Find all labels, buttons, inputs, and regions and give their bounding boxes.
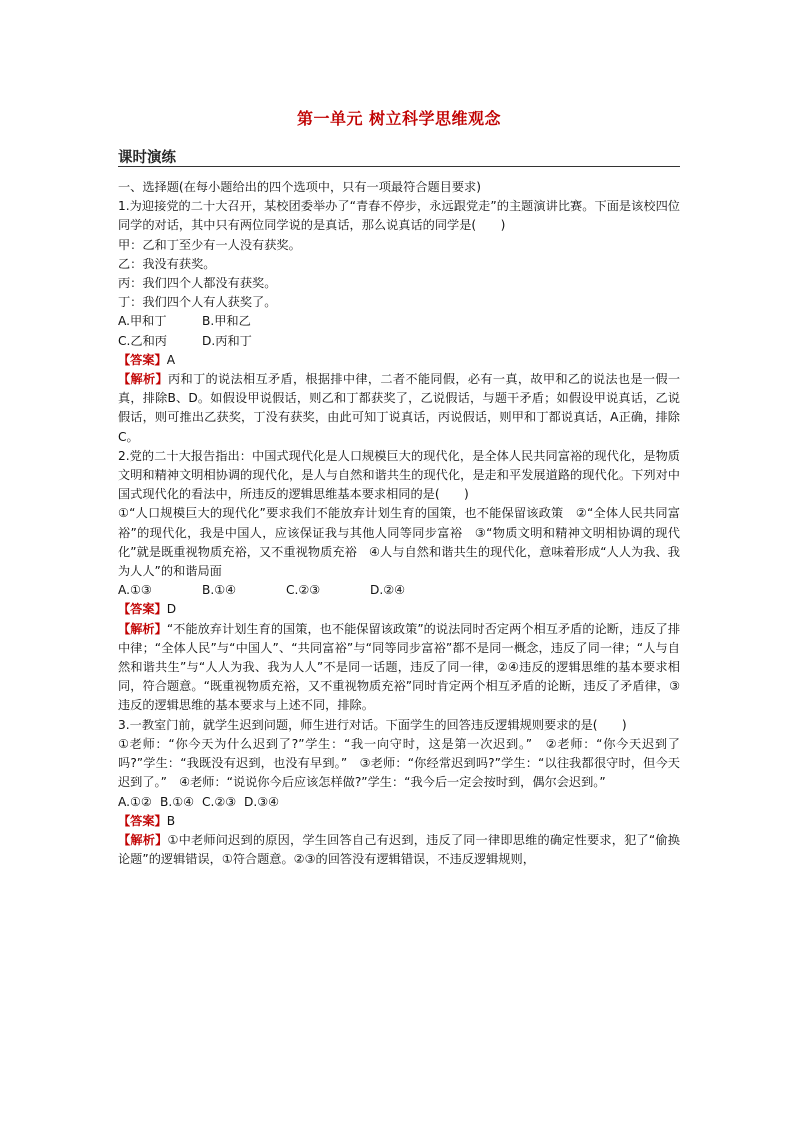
q1-option-d: D.丙和丁 xyxy=(202,333,252,348)
q2-answer xyxy=(118,600,680,619)
q3-option-d: D.③④ xyxy=(244,794,280,809)
q1-statement-ding: 丁：我们四个人有人获奖了。 xyxy=(118,295,277,310)
answer-tag: 【答案】 xyxy=(118,813,167,828)
q3-stem: 3.一教室门前，就学生迟到问题，师生进行对话。下面学生的回答违反逻辑规则要求的是( ) xyxy=(118,717,627,732)
q2-analysis-text: “不能放弃计划生育的国策，也不能保留该政策”的说法同时否定两个相互矛盾的论断，违反了排中律；“全体人民”与“中国人”、“共同富裕”与“同等同步富裕”都不是同一概念，违反了同一律；“人与自然和谐共生”与“人人为我、我为人人”不是同一话题，违反了同一律，②④违反的逻辑思维的基本要求相同，符合题意。“既重视物质充裕，又不重视物质充裕”同时肯定两个相互矛盾的论断，违反了矛盾律，③违反的逻辑思维的基本要求与上述不同，排除。 xyxy=(118,621,681,713)
q1-statement-jia: 甲：乙和丁至少有一人没有获奖。 xyxy=(118,237,301,252)
q1-option-a: A.甲和丁 xyxy=(118,314,167,329)
analysis-tag: 【解析】 xyxy=(118,372,168,387)
q1-stem: 1.为迎接党的二十大召开，某校团委举办了“青春不停步，永远跟党走”的主题演讲比赛。下面是该校四位同学的对话，其中只有两位同学说的是真话，那么说真话的同学是( ) xyxy=(118,199,680,233)
q1-statement-bing: 丙：我们四个人都没有获奖。 xyxy=(118,276,277,291)
q3-option-b: B.①④ xyxy=(160,794,195,809)
q2-stem: 2.党的二十大报告指出：中国式现代化是人口规模巨大的现代化，是全体人民共同富裕的现代化，是物质文明和精神文明相协调的现代化，是人与自然和谐共生的现代化，是走和平发展道路的现代化。下列对中国式现代化的看法中，所违反的逻辑思维基本要求相同的是( ) xyxy=(118,448,680,502)
answer-tag: 【答案】 xyxy=(118,352,167,367)
q3-options xyxy=(118,793,680,812)
answer-tag: 【答案】 xyxy=(118,602,167,617)
q1-options-row1 xyxy=(118,312,680,331)
q3-answer xyxy=(118,812,680,831)
instructions: 一、选择题(在每小题给出的四个选项中，只有一项最符合题目要求) xyxy=(118,180,481,194)
q3-items: ①老师：“你今天为什么迟到了?”学生：“我一向守时，这是第一次迟到。” ②老师：“你今天迟到了吗?”学生：“我既没有迟到，也没有早到。” ③老师：“你经常迟到吗?”学生：“以往我都很守时，但今天迟到了。” ④老师：“说说你今后应该怎样做?”学生：“我今后一定会按时到，偶尔会迟到。” xyxy=(118,736,680,790)
q3-option-a: A.①② xyxy=(118,794,152,809)
q2-options xyxy=(118,581,680,600)
q2-analysis xyxy=(118,620,680,716)
q1-options-row2 xyxy=(118,332,680,351)
q1-analysis-text: 丙和丁的说法相互矛盾，根据排中律，二者不能同假，必有一真，故甲和乙的说法也是一假一真，排除B、D。如假设甲说假话，则乙和丁都获奖了，乙说假话，与题干矛盾；如假设甲说真话，乙说假话，则可推出乙获奖，丁没有获奖，由此可知丁说真话，丙说假话，则甲和丁都说真话，A正确，排除C。 xyxy=(118,372,681,444)
q2-answer-value: D xyxy=(166,602,177,617)
q2-option-a: A.①③ xyxy=(118,583,152,598)
q2-items: ①“人口规模巨大的现代化”要求我们不能放弃计划生育的国策，也不能保留该政策 ②“全体人民共同富裕”的现代化，我是中国人，应该保证我与其他人同等同步富裕 ③“物质文明和精神文明相协调的现代化”就是既重视物质充裕，又不重视物质充裕 ④人与自然和谐共生的现代化，意味着形成“人人为我、我为人人”的和谐局面 xyxy=(118,506,680,579)
analysis-tag: 【解析】 xyxy=(118,832,168,847)
q1-option-c: C.乙和丙 xyxy=(118,333,167,348)
q1-analysis xyxy=(118,370,680,447)
q2-option-b: B.①④ xyxy=(202,583,237,598)
q2-option-c: C.②③ xyxy=(286,583,321,598)
q3-analysis xyxy=(118,831,680,869)
q1-option-b: B.甲和乙 xyxy=(202,314,251,329)
q3-analysis-text: ①中老师问迟到的原因，学生回答自己有迟到，违反了同一律即思维的确定性要求，犯了“偷换论题”的逻辑错误，①符合题意。②③的回答没有逻辑错误，不违反逻辑规则， xyxy=(118,832,680,867)
q1-statement-yi: 乙：我没有获奖。 xyxy=(118,256,216,271)
q2-option-d: D.②④ xyxy=(370,583,406,598)
section-heading: 课时演练 xyxy=(118,149,176,166)
question-content xyxy=(118,178,680,869)
section-divider xyxy=(118,166,680,167)
q1-answer xyxy=(118,351,680,370)
page-title: 第一单元 树立科学思维观念 xyxy=(296,109,502,128)
analysis-tag: 【解析】 xyxy=(118,621,167,636)
q3-answer-value: B xyxy=(166,813,176,828)
q3-option-c: C.②③ xyxy=(202,794,237,809)
q1-answer-value: A xyxy=(166,352,176,367)
